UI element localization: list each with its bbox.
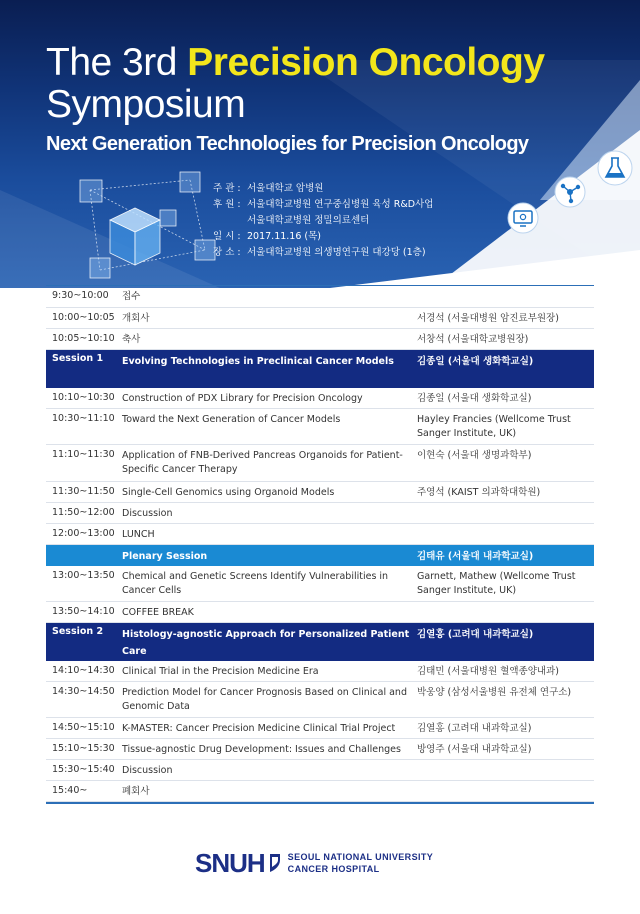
schedule-time: Session 1 [52,353,104,364]
schedule-topic: K-MASTER: Cancer Precision Medicine Clinical Trial Project [122,723,396,734]
date-row [213,229,513,245]
footer-logo [195,847,433,879]
schedule-row [46,718,594,739]
title-prefix: The 3rd [46,41,188,84]
sponsor-label: 후 원 : [213,199,241,210]
schedule-row [46,781,594,802]
schedule-table [46,285,594,804]
schedule-speaker: 김종일 (서울대 생화학교실) [417,393,532,404]
symposium-title [46,42,626,126]
plenary-header-row [46,545,594,566]
center-cube [110,208,160,265]
schedule-speaker: 김종일 (서울대 생화학교실) [417,356,534,367]
hospital-line1: SEOUL NATIONAL UNIVERSITY [287,852,434,862]
sponsor-value-1: 서울대학교병원 연구중심병원 육성 R&D사업 [247,199,434,210]
schedule-topic: Discussion [122,508,173,519]
schedule-speaker: 방영주 (서울대 내과학교실) [417,744,532,755]
schedule-speaker: 김태유 (서울대 내과학교실) [417,551,534,562]
event-info [213,181,513,261]
title-highlight: Precision Oncology [187,41,545,84]
schedule-time: 10:10~10:30 [52,392,115,403]
schedule-row [46,308,594,329]
schedule-speaker: 서경석 (서울대병원 암진료부원장) [417,313,559,324]
schedule-speaker: 박웅양 (삼성서울병원 유전체 연구소) [417,687,572,698]
schedule-time: 14:50~15:10 [52,722,115,733]
schedule-row [46,286,594,308]
schedule-row [46,388,594,409]
schedule-topic: Application of FNB-Derived Pancreas Organoids for Patient-Specific Cancer Therapy [122,450,403,475]
session-header-row [46,623,594,661]
schedule-time: 10:05~10:10 [52,333,115,344]
molecule-icon [555,177,585,207]
schedule-topic: Construction of PDX Library for Precision Oncology [122,393,363,404]
schedule-topic: Tissue-agnostic Drug Development: Issues and Challenges [122,744,401,755]
schedule-speaker: Garnett, Mathew (Wellcome Trust Sanger Institute, UK) [417,571,576,596]
schedule-row [46,760,594,781]
schedule-topic: LUNCH [122,529,155,540]
schedule-row [46,566,594,602]
schedule-time: 11:10~11:30 [52,449,115,460]
schedule-time: 15:30~15:40 [52,764,115,775]
schedule-topic: Prediction Model for Cancer Prognosis Based on Clinical and Genomic Data [122,687,407,712]
hospital-line2: CANCER HOSPITAL [287,864,380,874]
schedule-row [46,661,594,682]
venue-row [213,245,513,261]
schedule-topic: 폐회사 [122,786,150,797]
schedule-row [46,482,594,503]
date-label: 일 시 : [213,231,241,242]
schedule-speaker: 김태민 (서울대병원 혈액종양내과) [417,666,559,677]
schedule-topic: COFFEE BREAK [122,607,194,618]
schedule-topic: Histology-agnostic Approach for Personalized Patient Care [122,629,410,657]
flask-icon [598,151,632,185]
schedule-time: 15:40~ [52,785,88,796]
sponsor-row-2 [213,213,513,229]
schedule-topic: 개회사 [122,313,150,324]
schedule-time: 11:30~11:50 [52,486,115,497]
schedule-time: 13:50~14:10 [52,606,115,617]
schedule-time: 10:30~11:10 [52,413,115,424]
schedule-topic: 접수 [122,291,141,302]
session-header-row [46,350,594,388]
schedule-speaker: Hayley Francies (Wellcome Trust Sanger Institute, UK) [417,414,571,439]
venue-label: 장 소 : [213,247,241,258]
schedule-row [46,409,594,445]
science-icons-graphic [500,140,640,240]
title-line2: Symposium [46,83,246,126]
schedule-row [46,445,594,482]
schedule-time: 12:00~13:00 [52,528,115,539]
host-label: 주 관 : [213,183,241,194]
schedule-speaker: 주영석 (KAIST 의과학대학원) [417,487,541,498]
schedule-row [46,524,594,545]
venue-value: 서울대학교병원 의생명연구원 대강당 (1층) [247,247,426,258]
host-row [213,181,513,197]
host-value: 서울대학교 암병원 [247,183,324,194]
schedule-row [46,503,594,524]
molecule-cubes-graphic [70,170,220,285]
schedule-row [46,329,594,350]
schedule-topic: Plenary Session [122,551,208,562]
schedule-time: 11:50~12:00 [52,507,115,518]
schedule-row [46,739,594,760]
snuh-emblem-icon [268,852,282,874]
schedule-speaker: 김열홍 (고려대 내과학교실) [417,629,534,640]
hospital-name [288,851,434,875]
schedule-speaker: 서창석 (서울대학교병원장) [417,334,529,345]
schedule-time: 15:10~15:30 [52,743,115,754]
schedule-time: 13:00~13:50 [52,570,115,581]
schedule-row [46,602,594,623]
schedule-topic: Discussion [122,765,173,776]
schedule-topic: 축사 [122,334,141,345]
snuh-logo-text: SNUH [195,847,265,878]
sponsor-row [213,197,513,213]
schedule-speaker: 이현숙 (서울대 생명과학부) [417,450,532,461]
schedule-speaker: 김열홍 (고려대 내과학교실) [417,723,532,734]
schedule-topic: Single-Cell Genomics using Organoid Models [122,487,335,498]
schedule-topic: Toward the Next Generation of Cancer Models [122,414,341,425]
schedule-row [46,682,594,718]
sponsor-value-2: 서울대학교병원 정밀의료센터 [247,215,370,226]
schedule-topic: Chemical and Genetic Screens Identify Vulnerabilities in Cancer Cells [122,571,389,596]
schedule-time: 14:10~14:30 [52,665,115,676]
schedule-time: 10:00~10:05 [52,312,115,323]
schedule-time: 14:30~14:50 [52,686,115,697]
schedule-topic: Evolving Technologies in Preclinical Cancer Models [122,356,394,367]
date-value: 2017.11.16 (목) [247,231,322,242]
schedule-time: 9:30~10:00 [52,290,109,301]
schedule-time: Session 2 [52,626,104,637]
poster-header [0,0,640,288]
schedule-topic: Clinical Trial in the Precision Medicine Era [122,666,319,677]
symposium-subtitle: Next Generation Technologies for Precision Oncology [46,133,529,155]
